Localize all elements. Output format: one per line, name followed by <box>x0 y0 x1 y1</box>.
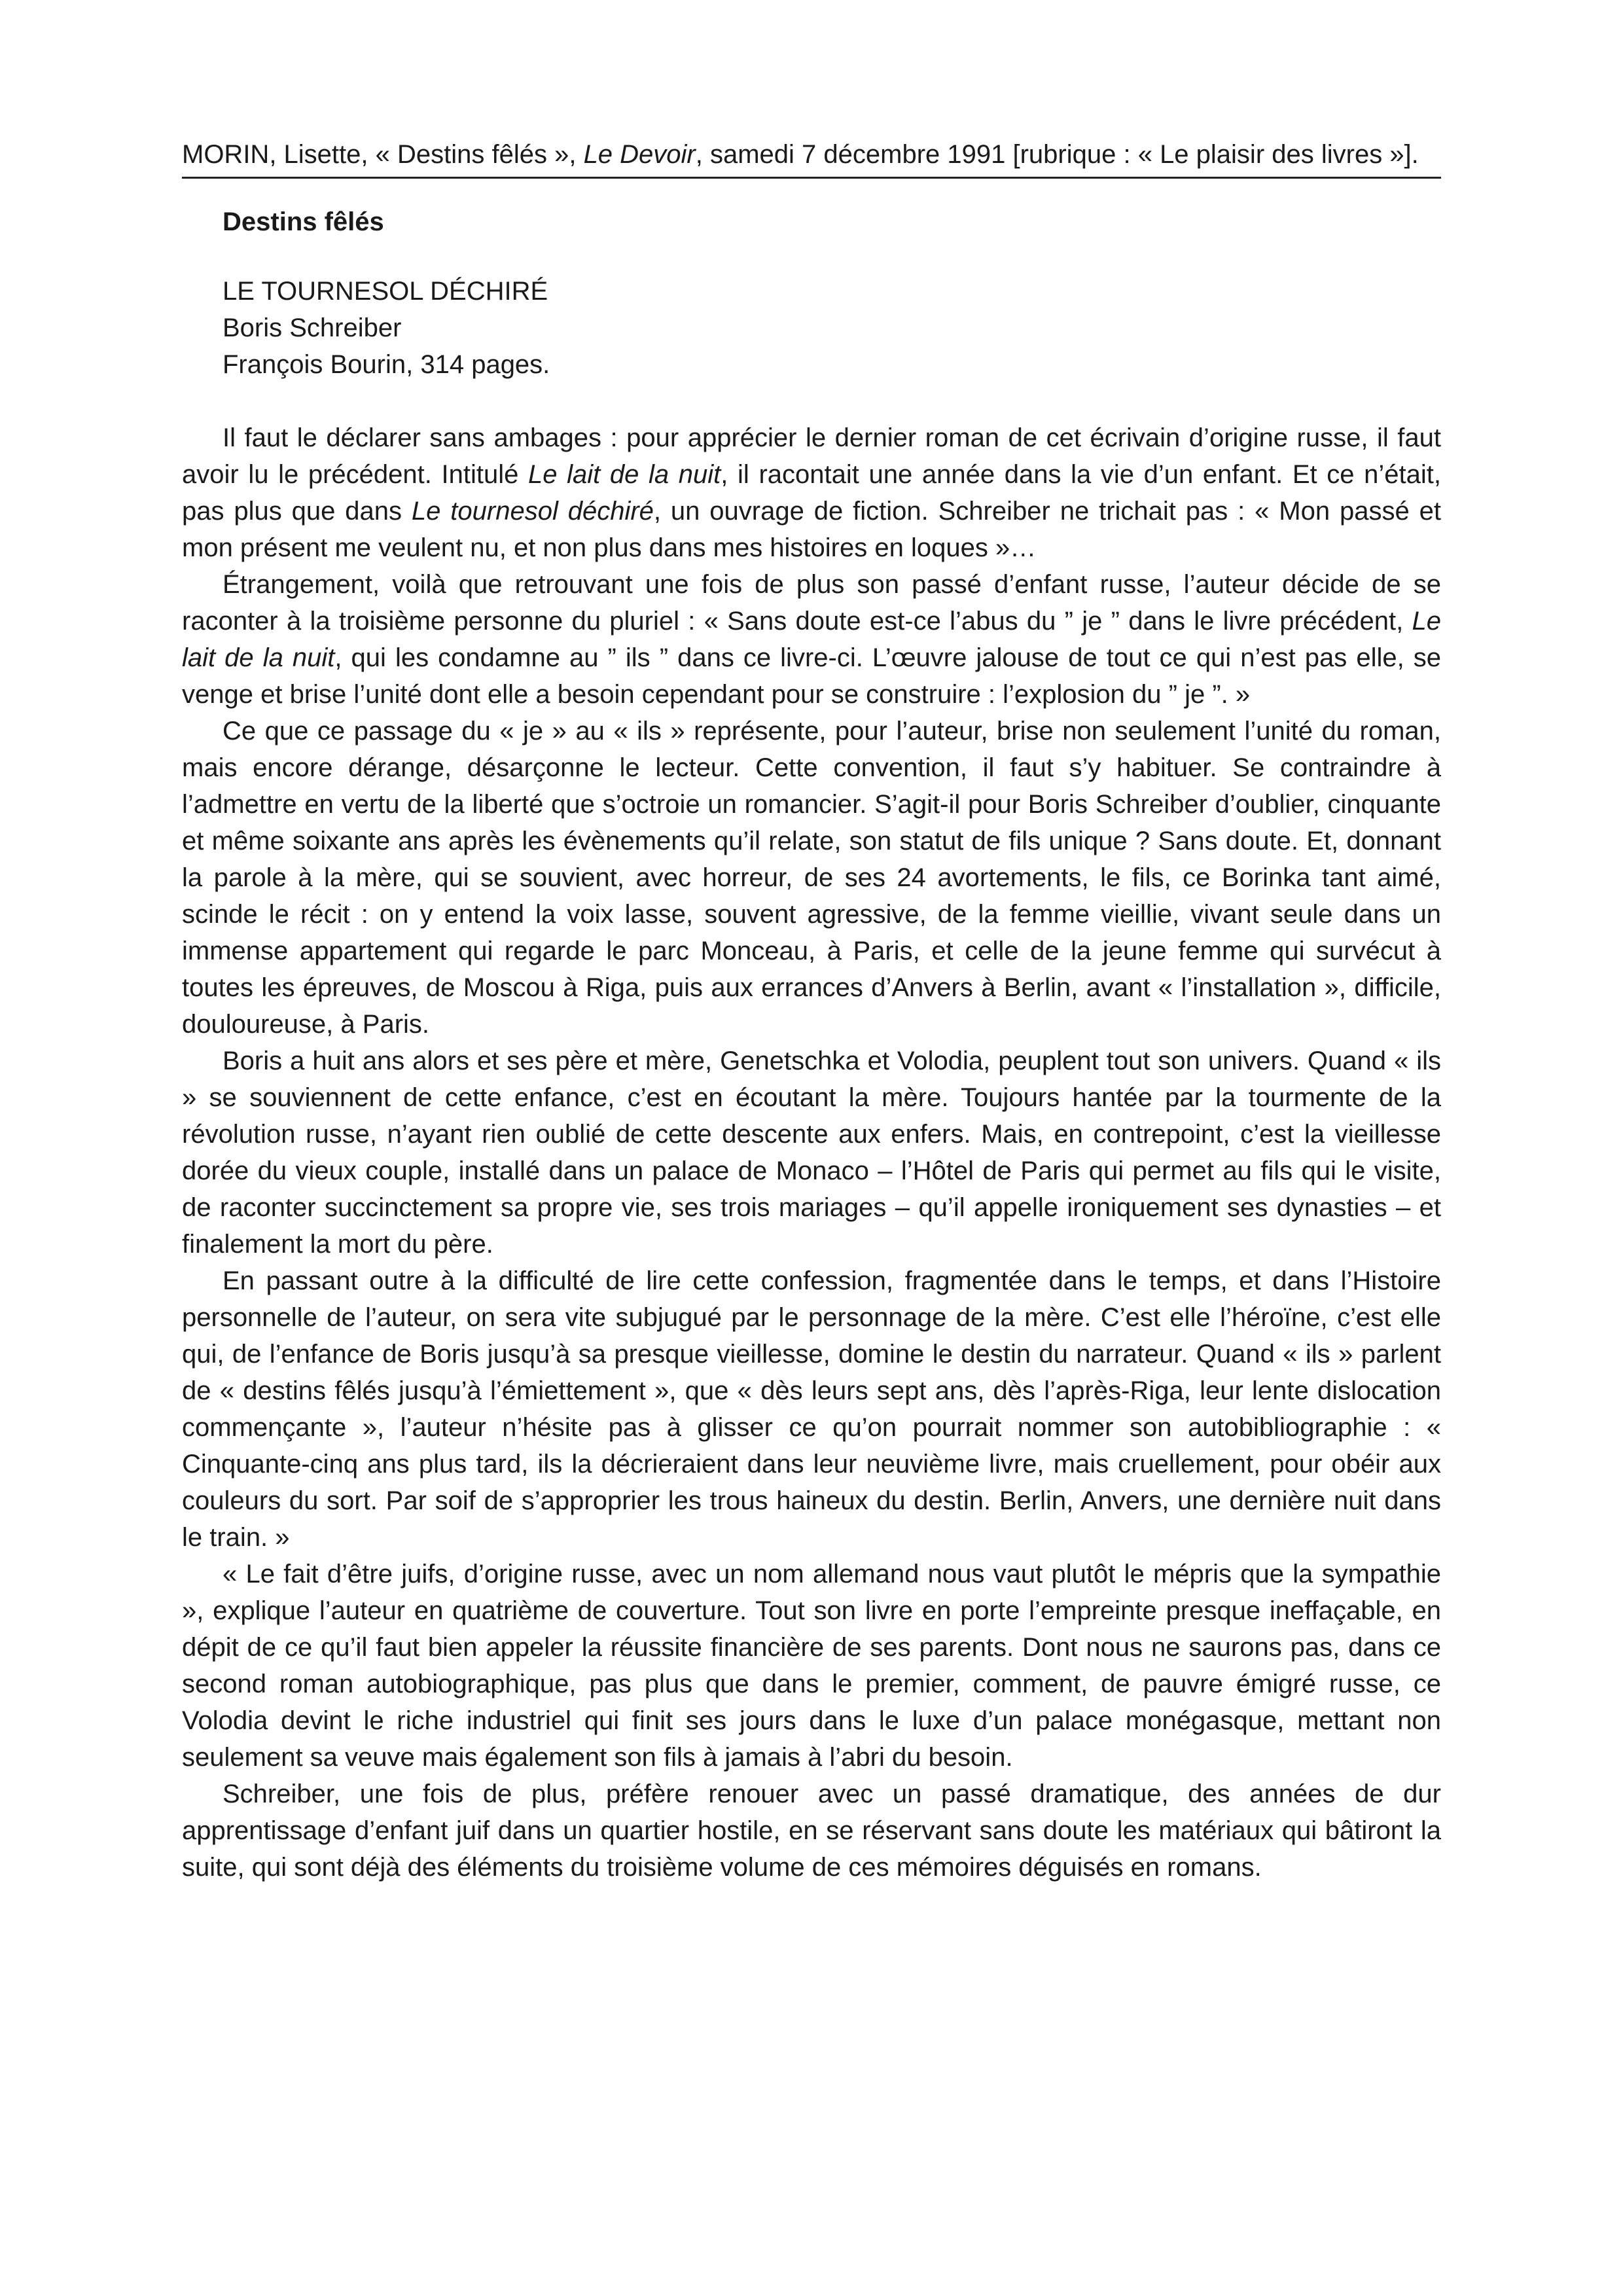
paragraph: En passant outre à la difficulté de lire cette confession, fragmentée dans le temps, et dans l’Histoire personnelle de l’auteur, on sera vite subjugué par le personnage de la mère. C’est elle l’héroïne, c’est elle qui, de l’enfance de Boris jusqu’à sa presque vieillesse, domine le destin du narrateur. Quand « ils » parlent de « destins fêlés jusqu’à l’émiettement », que « dès leurs sept ans, dès l’après-Riga, leur lente dislocation commençante », l’auteur n’hésite pas à glisser ce qu’on pourrait nommer son autobibliographie : « Cinquante-cinq ans plus tard, ils la décrieraient dans leur neuvième livre, mais cruellement, pour obéir aux couleurs du sort. Par soif de s’approprier les trous haineux du destin. Berlin, Anvers, une dernière nuit dans le train. » <box>182 1266 1441 1552</box>
article-body <box>182 420 1441 1886</box>
book-title: LE TOURNESOL DÉCHIRÉ <box>223 277 548 306</box>
paragraph <box>182 566 1441 713</box>
book-publisher: François Bourin, 314 pages. <box>223 350 550 379</box>
paragraph-text: , qui les condamne au ” ils ” dans ce livre-ci. L’œuvre jalouse de tout ce qui n’est pas elle, se venge et brise l’unité dont elle a besoin cependant pour se construire : l’explosion du ” je ”. » <box>182 643 1441 709</box>
paragraph: « Le fait d’être juifs, d’origine russe, avec un nom allemand nous vaut plutôt le mépris que la sympathie », explique l’auteur en quatrième de couverture. Tout son livre en porte l’empreinte presque ineffaçable, en dépit de ce qu’il faut bien appeler la réussite financière de ses parents. Dont nous ne saurons pas, dans ce second roman autobiographique, pas plus que dans le premier, comment, de pauvre émigré russe, ce Volodia devint le riche industriel qui finit ses jours dans le luxe d’un palace monégasque, mettant non seulement sa veuve mais également son fils à jamais à l’abri du besoin. <box>182 1560 1441 1772</box>
paragraph: Schreiber, une fois de plus, préfère renouer avec un passé dramatique, des années de dur apprentissage d’enfant juif dans un quartier hostile, en se réservant sans doute les matériaux qui bâtiront la suite, qui sont déjà des éléments du troisième volume de ces mémoires déguisés en romans. <box>182 1780 1441 1882</box>
article <box>182 204 1441 1886</box>
book-title-italic: Le lait de la nuit <box>182 607 1441 672</box>
document-page <box>182 136 1441 1886</box>
book-author: Boris Schreiber <box>223 314 402 342</box>
paragraph-text: , il racontait une année dans la vie d’un enfant. Et ce n’était, pas plus que dans <box>182 460 1442 526</box>
paragraph-text: Étrangement, voilà que retrouvant une fois de plus son passé d’enfant russe, l’auteur décide de se raconter à la troisième personne du pluriel : « Sans doute est-ce l’abus du ” je ” dans le livre précédent, <box>182 570 1441 636</box>
paragraph <box>182 420 1441 566</box>
article-title: Destins fêlés <box>223 207 384 236</box>
book-info <box>223 273 1441 383</box>
citation-header <box>182 136 1441 177</box>
citation-journal: Le Devoir <box>583 140 696 169</box>
book-title-italic: Le tournesol déchiré <box>411 497 654 526</box>
book-title-italic: Le lait de la nuit <box>528 460 721 489</box>
paragraph: Ce que ce passage du « je » au « ils » représente, pour l’auteur, brise non seulement l’unité du roman, mais encore dérange, désarçonne le lecteur. Cette convention, il faut s’y habituer. Se contraindre à l’admettre en vertu de la liberté que s’octroie un romancier. S’agit-il pour Boris Schreiber d’oublier, cinquante et même soixante ans après les évènements qu’il relate, son statut de fils unique ? Sans doute. Et, donnant la parole à la mère, qui se souvient, avec horreur, de ses 24 avortements, le fils, ce Borinka tant aimé, scinde le récit : on y entend la voix lasse, souvent agressive, de la femme vieillie, vivant seule dans un immense appartement qui regarde le parc Monceau, à Paris, et celle de la jeune femme qui survécut à toutes les épreuves, de Moscou à Riga, puis aux errances d’Anvers à Berlin, avant « l’installation », difficile, douloureuse, à Paris. <box>182 717 1441 1039</box>
paragraph-text: , un ouvrage de fiction. Schreiber ne trichait pas : « Mon passé et mon présent me veulent nu, et non plus dans mes histoires en loques »… <box>182 497 1441 562</box>
header-rule <box>182 177 1441 179</box>
paragraph: Boris a huit ans alors et ses père et mère, Genetschka et Volodia, peuplent tout son univers. Quand « ils » se souviennent de cette enfance, c’est en écoutant la mère. Toujours hantée par la tourmente de la révolution russe, n’ayant rien oublié de cette descente aux enfers. Mais, en contrepoint, c’est la vieillesse dorée du vieux couple, installé dans un palace de Monaco – l’Hôtel de Paris qui permet au fils qui le visite, de raconter succinctement sa propre vie, ses trois mariages – qu’il appelle ironiquement ses dynasties – et finalement la mort du père. <box>182 1047 1441 1259</box>
citation-author: MORIN, Lisette, « Destins fêlés », <box>182 140 584 169</box>
citation-details: , samedi 7 décembre 1991 [rubrique : « Le plaisir des livres »]. <box>695 140 1419 169</box>
paragraph-text: Il faut le déclarer sans ambages : pour apprécier le dernier roman de cet écrivain d’origine russe, il faut avoir lu le précédent. Intitulé <box>182 423 1441 489</box>
